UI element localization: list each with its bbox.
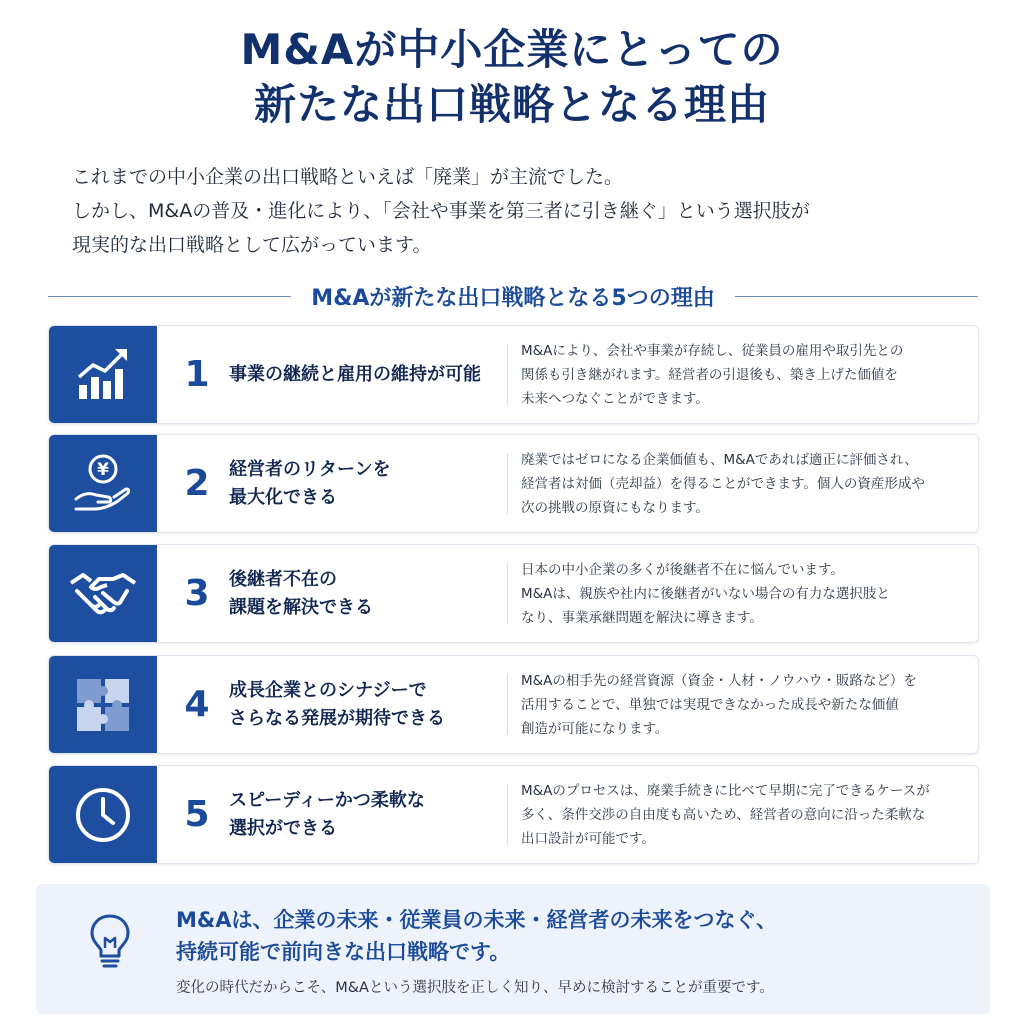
reason-title: [229, 545, 509, 642]
reason-desc-line: M&Aにより、会社や事業が存続し、従業員の雇用や取引先との: [521, 342, 904, 359]
intro-line-2: しかし、M&Aの普及・進化により、「会社や事業を第三者に引き継ぐ」という選択肢が: [72, 200, 810, 222]
reason-desc-line: 次の挑戦の原資にもなります。: [521, 499, 709, 516]
reason-card-1: [48, 325, 979, 424]
reason-number: 1: [184, 354, 210, 395]
reason-desc-line: M&Aのプロセスは、廃業手続きに比べて早期に完了できるケースが: [521, 782, 930, 799]
lightbulb-icon: [88, 912, 132, 972]
card-divider: [507, 563, 508, 624]
summary-line-1: M&Aは、企業の未来・従業員の未来・経営者の未来をつなぐ、: [176, 908, 778, 932]
reason-desc-line: M&Aは、親族や社内に後継者がいない場合の有力な選択肢と: [521, 585, 890, 602]
reason-title-line: 成長企業とのシナジーで: [229, 679, 427, 701]
puzzle-icon: [73, 675, 133, 735]
reason-title-line: さらなる発展が期待できる: [229, 707, 445, 729]
handshake-icon: [69, 569, 137, 619]
reason-title: [229, 656, 509, 753]
reason-title: [229, 435, 509, 532]
reason-desc-line: 活用することで、単独では実現できなかった成長や新たな価値: [521, 696, 899, 713]
intro-line-3: 現実的な出口戦略として広がっています。: [72, 234, 432, 256]
reason-desc-line: 創造が可能になります。: [521, 720, 669, 737]
reason-description: [521, 656, 971, 753]
reason-title-line: 課題を解決できる: [229, 596, 373, 618]
reason-desc-line: なり、事業承継問題を解決に導きます。: [521, 609, 763, 626]
card-divider: [507, 453, 508, 514]
card-divider: [507, 344, 508, 405]
reason-card-2: [48, 434, 979, 533]
yen-hand-icon: [72, 453, 134, 515]
section-heading: [48, 280, 978, 312]
summary-box: [36, 884, 990, 1014]
reason-title-line: 最大化できる: [229, 486, 337, 508]
reason-desc-line: 経営者は対価（売却益）を得ることができます。個人の資産形成や: [521, 475, 925, 492]
summary-line-2: 持続可能で前向きな出口戦略です。: [176, 940, 511, 964]
reason-desc-line: 出口設計が可能です。: [521, 830, 655, 847]
summary-message: [176, 904, 976, 968]
reason-title-line: 後継者不在の: [229, 568, 337, 590]
card-divider: [507, 674, 508, 735]
reason-icon-box: [49, 545, 157, 642]
reason-title: [229, 326, 509, 423]
reason-description: [521, 766, 971, 863]
reason-title-line: 選択ができる: [229, 817, 337, 839]
reason-number: 5: [184, 794, 210, 835]
reason-desc-line: 廃業ではゼロになる企業価値も、M&Aであれば適正に評価され、: [521, 451, 918, 468]
section-divider-left: [48, 296, 291, 297]
reason-description: [521, 545, 971, 642]
reason-number: 3: [184, 573, 210, 614]
reason-title-line: 経営者のリターンを: [229, 458, 391, 480]
page-title-line-1: M&Aが中小企業にとっての: [240, 25, 784, 74]
reason-card-5: [48, 765, 979, 864]
page-title: [0, 22, 1024, 132]
reason-title-line: スピーディーかつ柔軟な: [229, 789, 425, 811]
reason-icon-box: [49, 326, 157, 423]
reason-card-3: [48, 544, 979, 643]
svg-text:¥: ¥: [97, 459, 109, 480]
reason-desc-line: 多く、条件交渉の自由度も高いため、経営者の意向に沿った柔軟な: [521, 806, 926, 823]
reason-desc-line: 関係も引き継がれます。経営者の引退後も、築き上げた価値を: [521, 366, 898, 383]
reason-title: [229, 766, 509, 863]
section-title: M&Aが新たな出口戦略となる5つの理由: [311, 285, 715, 311]
reason-description: [521, 435, 971, 532]
intro-line-1: これまでの中小企業の出口戦略といえば「廃業」が主流でした。: [72, 166, 624, 188]
page-title-line-2: 新たな出口戦略となる理由: [253, 80, 770, 129]
reason-number: 4: [184, 684, 210, 725]
intro-text: [72, 160, 972, 262]
reason-icon-box: [49, 766, 157, 863]
reason-title-line: 事業の継続と雇用の維持が可能: [229, 363, 481, 385]
card-divider: [507, 784, 508, 845]
reason-icon-box: [49, 656, 157, 753]
reason-desc-line: M&Aの相手先の経営資源（資金・人材・ノウハウ・販路など）を: [521, 672, 917, 689]
reason-description: [521, 326, 971, 423]
growth-chart-icon: [73, 345, 133, 405]
reason-card-4: [48, 655, 979, 754]
section-divider-right: [735, 296, 978, 297]
reason-desc-line: 日本の中小企業の多くが後継者不在に悩んでいます。: [521, 561, 844, 578]
summary-subtext: 変化の時代だからこそ、M&Aという選択肢を正しく知り、早めに検討することが重要です。: [176, 980, 774, 996]
reason-number: 2: [184, 463, 210, 504]
reason-desc-line: 未来へつなぐことができます。: [521, 390, 709, 407]
reason-icon-box: [49, 435, 157, 532]
clock-icon: [73, 785, 133, 845]
